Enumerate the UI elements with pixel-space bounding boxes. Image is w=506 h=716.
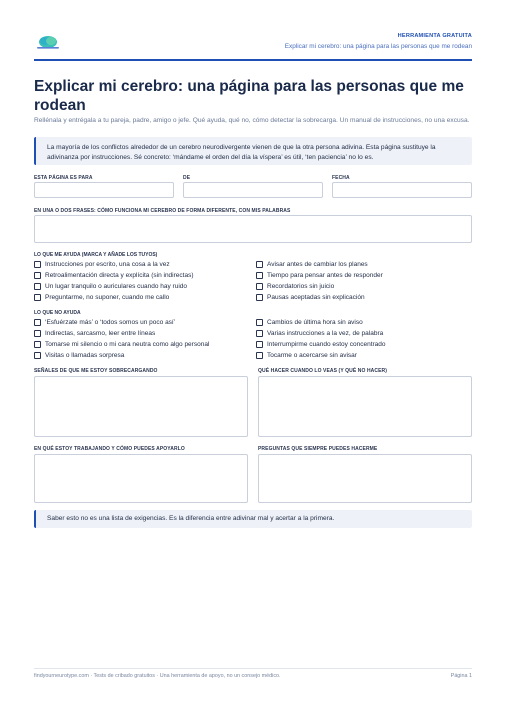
for-field[interactable] (34, 182, 174, 198)
header-divider (34, 59, 472, 61)
overload-field[interactable] (34, 376, 248, 437)
header-meta (285, 33, 472, 50)
working-label: EN QUÉ ESTOY TRABAJANDO Y CÓMO PUEDES APOYARLO (34, 446, 185, 452)
helps-item[interactable]: Preguntarme, no suponer, cuando me callo (34, 292, 169, 302)
header-subtitle: Explicar mi cerebro: una página para las personas que me rodean (284, 43, 472, 50)
footer-text: findyourneurotype.com · Tests de cribado gratuitos · Una herramienta de apoyo, no un consejo médico. (34, 673, 281, 679)
questions-label: PREGUNTAS QUE SIEMPRE PUEDES HACERME (258, 446, 378, 452)
checkbox[interactable] (34, 352, 41, 359)
not-helps-item[interactable]: Varias instrucciones a la vez, de palabra (256, 328, 383, 338)
from-label: DE (183, 175, 191, 181)
checkbox[interactable] (34, 294, 41, 301)
helps-heading: LO QUE ME AYUDA (MARCA Y AÑADE LOS TUYOS) (34, 252, 158, 258)
page-subtitle: Rellénala y entrégala a tu pareja, padre, amigo o jefe. Qué ayuda, qué no, cómo detectar la sobrecarga. Un manual de instrucciones, no una excusa. (34, 117, 470, 124)
for-label: ESTA PÁGINA ES PARA (34, 175, 93, 181)
brain-label: EN UNA O DOS FRASES: CÓMO FUNCIONA MI CEREBRO DE FORMA DIFERENTE, CON MIS PALABRAS (34, 208, 291, 214)
not-helps-item[interactable]: Interrumpirme cuando estoy concentrado (256, 339, 386, 349)
checkbox[interactable] (256, 319, 263, 326)
checkbox[interactable] (256, 352, 263, 359)
helps-item[interactable]: Un lugar tranquilo o auriculares cuando hay ruido (34, 281, 187, 291)
closing-callout (34, 510, 472, 528)
todo-label: QUÉ HACER CUANDO LO VEAS (Y QUÉ NO HACER) (258, 368, 388, 374)
page-title: Explicar mi cerebro: una página para las personas que me rodean (34, 78, 464, 114)
checkbox[interactable] (256, 261, 263, 268)
date-field[interactable] (332, 182, 472, 198)
brain-field[interactable] (34, 215, 472, 243)
checkbox[interactable] (34, 283, 41, 290)
not-helps-heading: LO QUE NO AYUDA (34, 310, 81, 316)
helps-item[interactable]: Tiempo para pensar antes de responder (256, 270, 383, 280)
checkbox[interactable] (256, 341, 263, 348)
checkbox[interactable] (256, 272, 263, 279)
checkbox[interactable] (256, 283, 263, 290)
page-number: Página 1 (450, 673, 472, 679)
checkbox[interactable] (34, 272, 41, 279)
not-helps-item[interactable]: Tocarme o acercarse sin avisar (256, 350, 357, 360)
not-helps-item[interactable]: Indirectas, sarcasmo, leer entre líneas (34, 328, 155, 338)
checkbox[interactable] (256, 330, 263, 337)
not-helps-item[interactable]: Tomarse mi silencio o mi cara neutra como algo personal (34, 339, 209, 349)
header-tag: HERRAMIENTA GRATUITA (397, 33, 472, 39)
working-field[interactable] (34, 454, 248, 503)
checkbox[interactable] (34, 319, 41, 326)
not-helps-item[interactable]: Cambios de última hora sin aviso (256, 317, 363, 327)
helps-item[interactable]: Recordatorios sin juicio (256, 281, 334, 291)
checkbox[interactable] (34, 261, 41, 268)
helps-item[interactable]: Pausas aceptadas sin explicación (256, 292, 365, 302)
checkbox[interactable] (34, 330, 41, 337)
brain-logo-icon (34, 34, 62, 50)
todo-field[interactable] (258, 376, 472, 437)
helps-item[interactable]: Instrucciones por escrito, una cosa a la vez (34, 259, 170, 269)
checkbox[interactable] (256, 294, 263, 301)
from-field[interactable] (183, 182, 323, 198)
not-helps-item[interactable]: Visitas o llamadas sorpresa (34, 350, 124, 360)
closing-callout-text: Saber esto no es una lista de exigencias. Es la diferencia entre adivinar mal y acertar a la primera. (47, 515, 335, 522)
checkbox[interactable] (34, 341, 41, 348)
questions-field[interactable] (258, 454, 472, 503)
date-label: FECHA (332, 175, 350, 181)
footer-divider (34, 668, 472, 669)
helps-item[interactable]: Avisar antes de cambiar los planes (256, 259, 368, 269)
intro-callout (34, 137, 472, 165)
not-helps-item[interactable]: ‘Esfuérzate más’ o ‘todos somos un poco así’ (34, 317, 175, 327)
helps-item[interactable]: Retroalimentación directa y explícita (sin indirectas) (34, 270, 193, 280)
overload-label: SEÑALES DE QUE ME ESTOY SOBRECARGANDO (34, 368, 158, 374)
intro-callout-text: La mayoría de los conflictos alrededor de un cerebro neurodivergente vienen de que la otra persona adivina. Esta página sustituye la adivinanza por instrucciones. Sé concreto: ‘mándame el orden del día la víspera’ es útil, ‘ten paciencia’ no lo es. (47, 144, 436, 161)
